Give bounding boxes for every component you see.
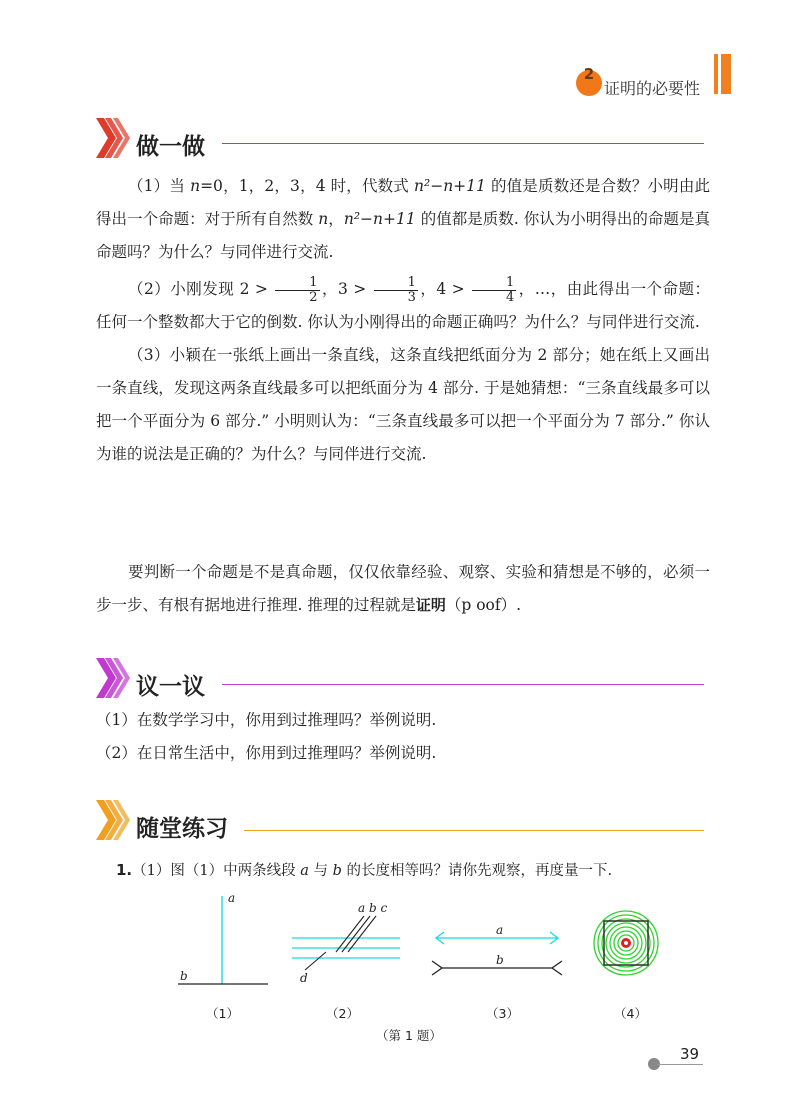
figure-3-lines — [432, 923, 562, 975]
label-a: a — [496, 923, 504, 937]
proof-paragraph: 要判断一个命题是不是真命题，仅仅依靠经验、观察、实验和猜想是不够的，必须一步一步、有根有据地进行推理. 推理的过程就是证明（p oof）. — [96, 563, 710, 614]
do-it-body — [96, 170, 710, 471]
section-rule-discuss — [222, 684, 704, 685]
discuss-item-2: （2）在日常生活中，你用到过推理吗？举例说明. — [96, 744, 437, 762]
figure-illusions — [160, 886, 680, 996]
label-abc: a b c — [358, 901, 388, 915]
term-proof: 证明 — [415, 596, 446, 614]
label-b: b — [180, 969, 188, 983]
figure-label-4: （4） — [614, 1006, 647, 1021]
figure-label-2: （2） — [326, 1006, 359, 1021]
figure-2-lines — [292, 901, 400, 985]
paragraph-2: （2）小刚发现 2 > $\frac{1}{2}$ ，3 > $\frac{1}{3}$ ，4 > $\frac{1}{4}$ ，…，由此得出一个命题：任何一个整数都大于它的倒数. 你认为小刚得出的命题正确吗？为什么？与同伴进行交流. — [96, 274, 710, 331]
paragraph-1: （1）当 n=0，1，2，3，4 时，代数式 n²−n+11 的值是质数还是合数？小明由此得出一个命题：对于所有自然数 n，n²−n+11 的值都是质数. 你认为小明得出的命题是真命题吗？为什么？与同伴进行交流. — [96, 177, 710, 261]
section-title-discuss: 议一议 — [136, 674, 205, 700]
chevron-arrows-icon — [96, 658, 136, 698]
chapter-title: 证明的必要性 — [603, 79, 700, 98]
chevron-arrows-icon — [96, 800, 136, 840]
figure-1-lines — [178, 891, 268, 984]
figure-label-3: （3） — [486, 1006, 519, 1021]
label-d: d — [300, 971, 308, 985]
label-a: a — [228, 891, 236, 905]
section-title-practice: 随堂练习 — [136, 816, 228, 842]
figure-caption: （第 1 题） — [376, 1028, 442, 1043]
question-1: 1.（1）图（1）中两条线段 a 与 b 的长度相等吗？请你先观察，再度量一下. — [116, 861, 613, 879]
label-b: b — [496, 953, 504, 967]
figure-label-1: （1） — [206, 1006, 239, 1021]
discuss-item-1: （1）在数学学习中，你用到过推理吗？举例说明. — [96, 711, 437, 729]
fraction-third: $\frac{1}{3}$ — [374, 276, 418, 305]
paragraph-3: （3）小颖在一张纸上画出一条直线，这条直线把纸面分为 2 部分；她在纸上又画出一条直线，发现这两条直线最多可以把纸面分为 4 部分. 于是她猜想：“三条直线最多可以把一个平面分为 6 部分.” 小明则认为：“三条直线最多可以把一个平面分为 7 部分.” 你认为谁的说法是正确的？为什么？与同伴进行交流. — [96, 346, 710, 463]
chevron-arrows-icon — [96, 118, 136, 158]
figure-4-circles — [594, 911, 658, 975]
section-title-do-it: 做一做 — [136, 134, 205, 160]
chapter-number-badge — [576, 65, 602, 96]
fraction-half: $\frac{1}{2}$ — [275, 276, 319, 305]
page-number: 39 — [680, 1045, 700, 1063]
section-rule-do-it — [222, 143, 704, 144]
section-rule-practice — [244, 830, 704, 831]
page-number-rule — [657, 1064, 703, 1065]
chapter-number: 2 — [583, 65, 595, 83]
fraction-quarter: $\frac{1}{4}$ — [472, 276, 516, 305]
